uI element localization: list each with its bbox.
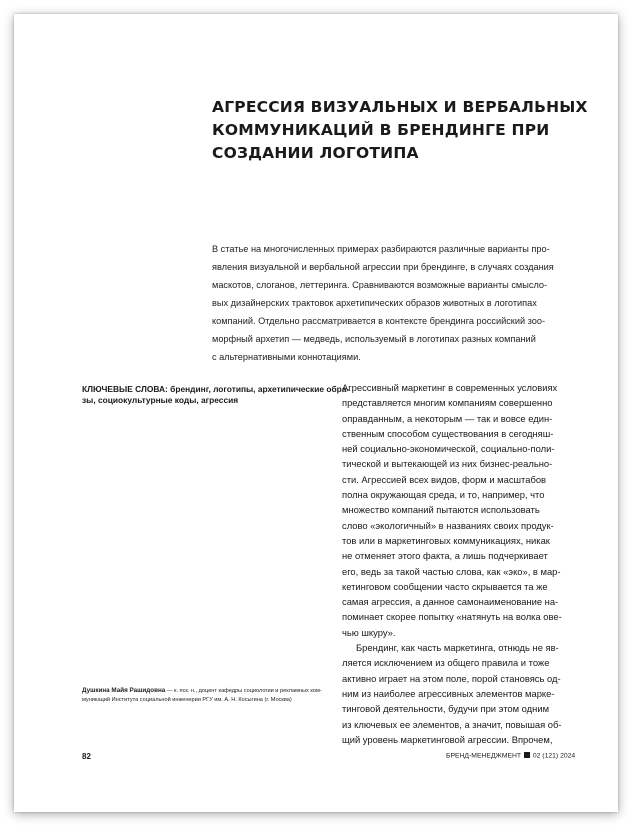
page-number: 82 [82,752,91,761]
journal-name: БРЕНД-МЕНЕДЖМЕНТ [446,752,522,760]
body-line: активно играет на этом поле, порой становясь од- [342,672,561,684]
keywords-line: КЛЮЧЕВЫЕ СЛОВА: брендинг, логотипы, архетипические обра- [82,384,350,394]
keywords-line: зы, социокультурные коды, агрессия [82,395,239,405]
author-info [82,686,332,705]
body-line: его, ведь за такой частью слова, как «эко», в мар- [342,565,561,577]
article-abstract [212,240,594,366]
abstract-line: В статье на многочисленных примерах разбираются различные варианты про- [212,244,550,254]
square-separator-icon [524,752,530,758]
article-body [342,380,594,747]
body-line: Агрессивный маркетинг в современных условиях [342,382,558,393]
abstract-line: явления визуальной и вербальной агрессии при брендинге, в случаях создания [212,262,554,272]
author-affiliation: муникаций Института социальной инженерии РГУ им. А. Н. Косыгина (г. Москва) [82,697,292,703]
body-line: ней социально-экономической, социально-поли- [342,443,555,455]
body-line: чью шкуру». [342,626,396,638]
body-line: из ключевых ее элементов, а значит, повышая об- [342,718,562,730]
abstract-line: вых дизайнерских трактовок архетипических образов животных в логотипах [212,298,537,308]
journal-footer [446,752,596,760]
journal-page [14,14,618,812]
abstract-line: маскотов, слоганов, леттеринга. Сравниваются возможные варианты смысло- [212,280,548,290]
journal-issue: 02 (121) 2024 [532,752,576,760]
body-line: множество компаний пытаются использовать [342,504,540,516]
abstract-line: морфный архетип — медведь, используемый в логотипах разных компаний [212,334,536,344]
body-line: слово «экологичный» в названиях своих продук- [342,519,554,531]
title-line: КОММУНИКАЦИЙ В БРЕНДИНГЕ ПРИ [212,121,550,139]
title-line: СОЗДАНИИ ЛОГОТИПА [212,144,419,162]
body-line: ним из наиболее агрессивных элементов марке- [342,687,555,699]
body-line: кетинговом сообщении часто скрывается та же [342,580,548,592]
author-name: Душкина Майя Рашидовна [82,687,166,694]
body-line: щий уровень маркетинговой агрессии. Впрочем, [342,733,553,745]
abstract-line: с альтернативными коннотациями. [212,352,361,362]
title-line: АГРЕССИЯ ВИЗУАЛЬНЫХ И ВЕРБАЛЬНЫХ [212,98,588,116]
body-line: поминает скорее попытку «натянуть на волка ове- [342,611,562,623]
body-line: ляется исключением из общего правила и тоже [342,657,550,669]
body-line: представляется многим компаниям совершенно [342,397,553,409]
body-line: полна окружающая среда, и то, например, что [342,489,545,501]
author-line [82,686,332,696]
abstract-line: компаний. Отдельно рассматривается в контексте брендинга российский зоо- [212,316,546,326]
author-credentials: — к. пск. н., доцент кафедры социологии и рекламных ком- [165,688,322,694]
body-line: тинговой деятельности, будучи при этом одним [342,703,550,715]
body-line: оправданным, а некоторым — так и вовсе един- [342,412,553,424]
body-line: сти. Агрессией всех видов, форм и масштабов [342,473,547,485]
keywords-block [82,384,350,406]
body-line: тической и вытекающей из них бизнес-реально- [342,458,553,470]
article-title [212,96,592,165]
body-line: Брендинг, как часть маркетинга, отнюдь не яв- [356,642,559,654]
body-line: ственным способом существования в сегодняш- [342,427,554,439]
body-line: тов или в маркетинговых коммуникациях, никак [342,534,550,546]
body-line: самая агрессия, а данное самонаименование на- [342,596,559,608]
body-line: не отменяет этого факта, а лишь подчеркивает [342,550,548,562]
